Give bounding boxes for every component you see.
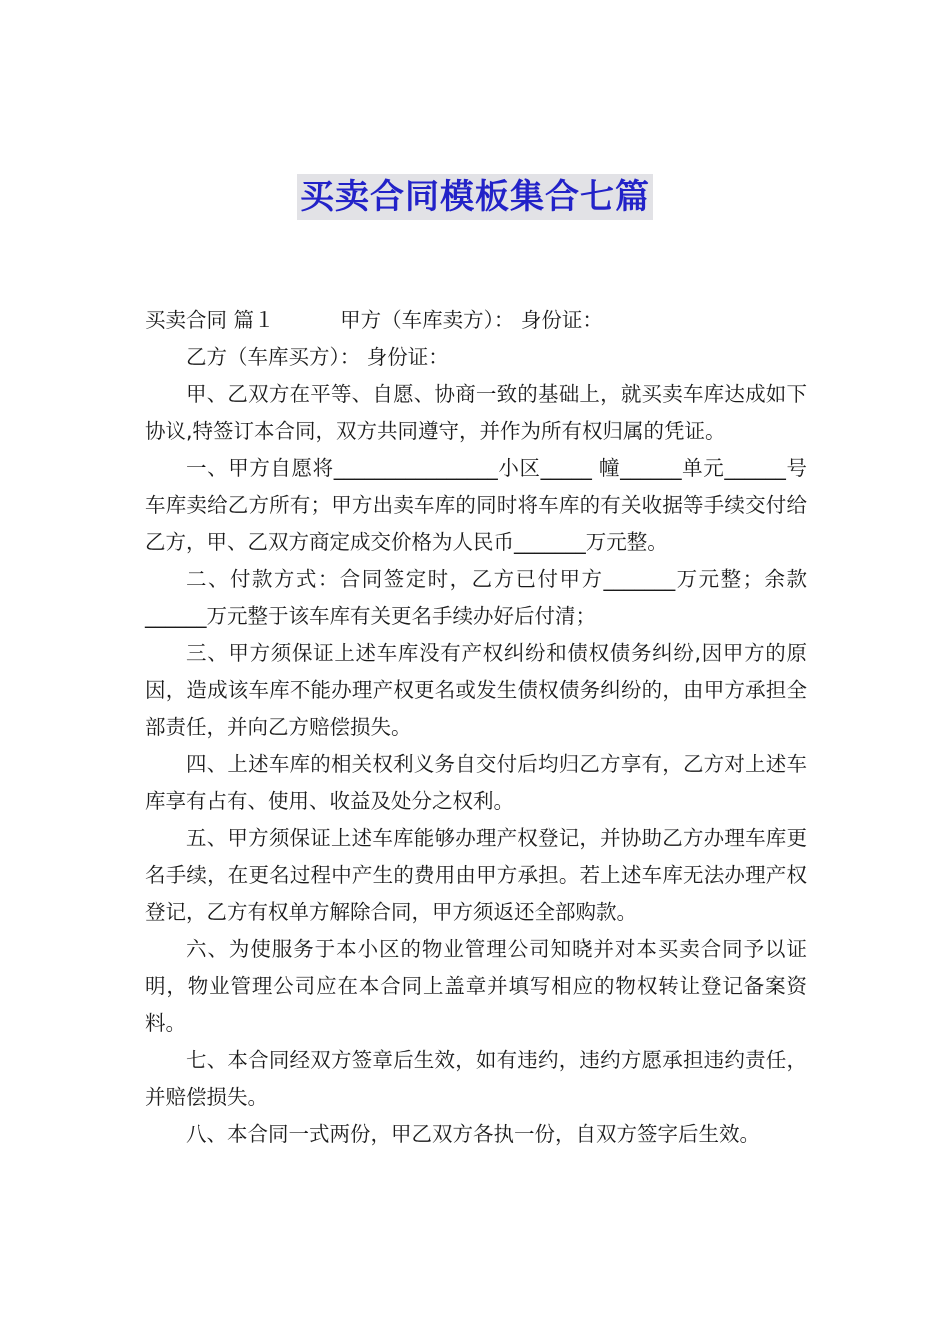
clause-2-text: 万元整于该车库有关更名手续办好后付清； [206, 604, 596, 628]
clause-4: 四、上述车库的相关权利义务自交付后均归乙方享有，乙方对上述车库享有占有、使用、收益及处分之权利。 [145, 752, 807, 813]
clause-2 [145, 561, 807, 635]
blank-field: ______ [620, 456, 682, 480]
blank-field: _______ [514, 530, 586, 554]
clause-6: 六、为使服务于本小区的物业管理公司知晓并对本买卖合同予以证明，物业管理公司应在本合同上盖章并填写相应的物权转让登记备案资料。 [145, 937, 807, 1035]
clause-1-text: 一、甲方自愿将 [186, 456, 334, 480]
document-title: 买卖合同模板集合七篇 [297, 174, 653, 220]
clause-1 [145, 450, 807, 561]
title-container [0, 174, 950, 220]
clause-1-text: 幢 [591, 456, 621, 480]
clause-1-text: 号车库卖给乙方所有；甲方出卖车库的同时将车库的有关收据等手续交付给乙方，甲、乙双方商定成交价格为人民币 [145, 456, 808, 554]
party-b-line: 乙方（车库买方）： 身份证： [186, 345, 449, 369]
blank-field: ______ [145, 604, 207, 628]
blank-field: _____ [540, 456, 592, 480]
blank-field: ______ [724, 456, 786, 480]
clause-8: 八、本合同一式两份，甲乙双方各执一份，自双方签字后生效。 [186, 1122, 760, 1146]
party-a-line: 甲方（车库卖方）： 身份证： [340, 308, 603, 332]
section-label: 买卖合同 篇１ [145, 308, 275, 332]
clause-5: 五、甲方须保证上述车库能够办理产权登记，并协助乙方办理车库更名手续，在更名过程中产生的费用由甲方承担。若上述车库无法办理产权登记，乙方有权单方解除合同，甲方须返还全部购款。 [145, 826, 807, 924]
clause-1-text: 小区 [497, 456, 541, 480]
clause-7: 七、本合同经双方签章后生效，如有违约，违约方愿承担违约责任，并赔偿损失。 [145, 1048, 807, 1109]
blank-field: ________________ [333, 456, 498, 480]
header-line [145, 302, 807, 339]
clause-1-text: 单元 [681, 456, 725, 480]
clause-3: 三、甲方须保证上述车库没有产权纠纷和债权债务纠纷,因甲方的原因，造成该车库不能办理产权更名或发生债权债务纠纷的，由甲方承担全部责任，并向乙方赔偿损失。 [145, 641, 807, 739]
document-body [145, 302, 807, 1153]
clause-1-text: 万元整。 [585, 530, 668, 554]
clause-2-text: 万元整；余款 [675, 567, 808, 591]
blank-field: _______ [603, 567, 676, 591]
intro-paragraph: 甲、乙双方在平等、自愿、协商一致的基础上，就买卖车库达成如下协议,特签订本合同，双方共同遵守，并作为所有权归属的凭证。 [145, 382, 807, 443]
clause-2-text: 二、付款方式：合同签定时，乙方已付甲方 [186, 567, 604, 591]
